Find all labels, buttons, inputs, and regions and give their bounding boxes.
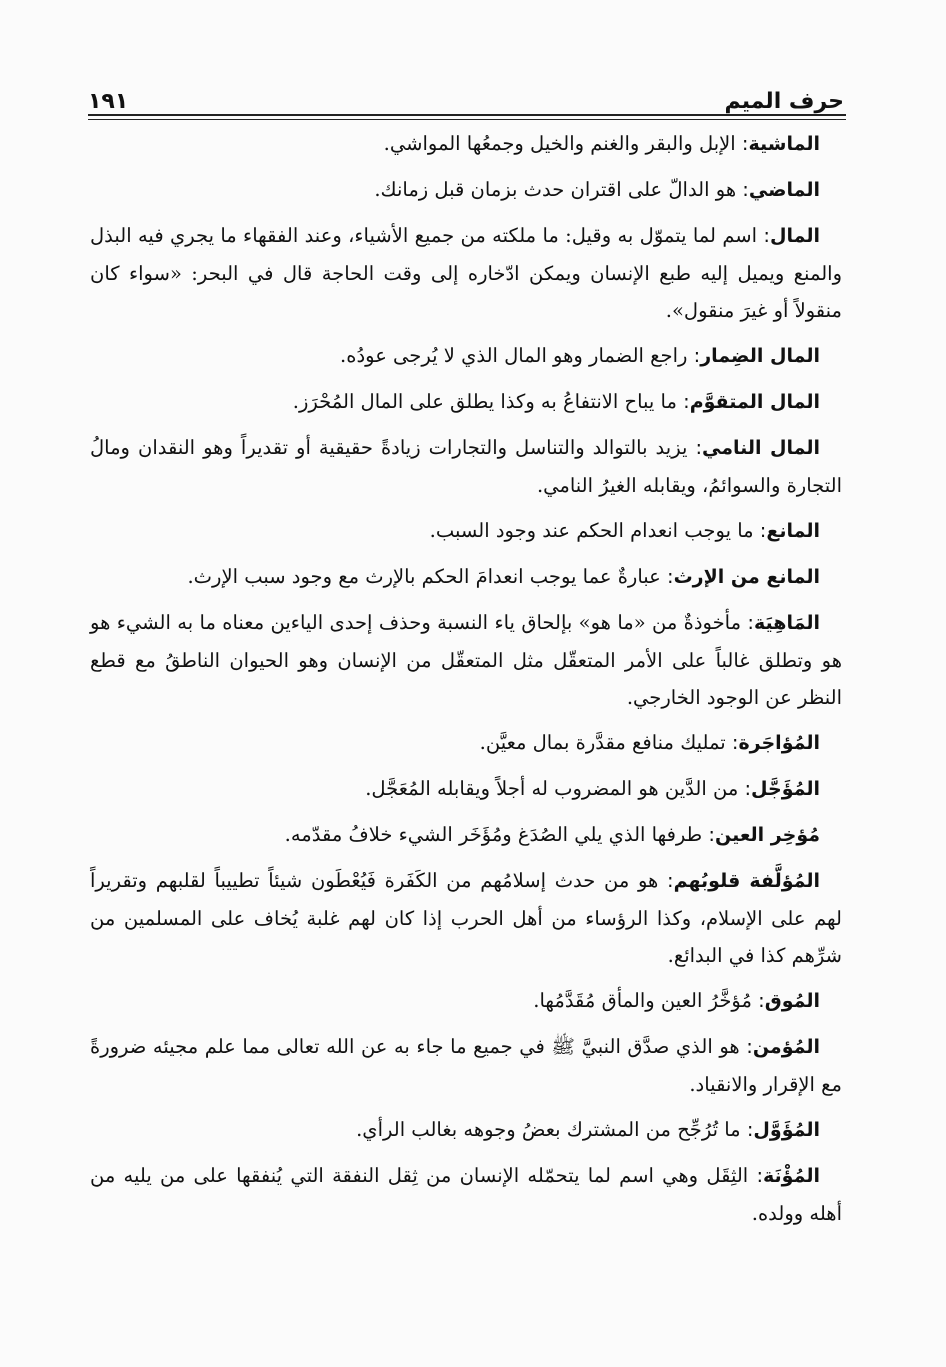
entry-al-madi: الماضي: هو الدالّ على اقتران حدث بزمان قبل زمانك. xyxy=(374,178,820,201)
entry-definition: ما يوجب انعدام الحكم عند وجود السبب. xyxy=(429,519,754,542)
entry-definition: ما تُرُجِّح من المشترك بعضُ وجوهه بغالب الرأي. xyxy=(356,1118,741,1141)
entry-term: المال المتقوَّم xyxy=(689,391,820,413)
entry-al-muajjal: المُؤَجَّل: من الدَّين هو المضروب له أجلاً ويقابله المُعَجَّل. xyxy=(365,777,820,800)
entry-al-mal: المال: اسم لما يتموّل به وقيل: ما ملكته من جميع الأشياء، وعند الفقهاء ما يجري فيه البذل والمنع ويميل إليه طبع الإنسان ويمكن ادّخاره إلى وقت الحاجة قال في البحر: «سواء كان منقولاً أو غيرَ منقول». xyxy=(90,224,842,322)
entry-term: المال xyxy=(769,225,820,247)
entry-definition: الإبل والبقر والغنم والخيل وجمعُها المواشي. xyxy=(383,132,736,155)
entry-muakhir-al-ayn: مُؤخِر العين: طرفها الذي يلي الصُدَغ ومُؤَخَر الشيء خلافُ مقدّمه. xyxy=(284,823,820,846)
entry-term: المال الضِمار xyxy=(700,345,820,367)
entry-term: المُؤلَّفة قلوبُهم xyxy=(673,870,820,892)
entry-term: المُؤَجَّل xyxy=(751,778,820,800)
entry-definition: تمليك منافع مقدَّرة بمال معيَّن. xyxy=(479,731,726,754)
entry-term: المُؤمن xyxy=(752,1036,820,1058)
entry-al-muallafa-qulubuhum: المُؤلَّفة قلوبُهم: هو من حدث إسلامُهم من الكَفَرة فَيُعْطَون شيئاً تطييباً لقلبهم وتقريراً لهم على الإسلام، وكذا الرؤساء من أهل الحرب إذا كان لهم غلبة يُخاف على المسلمين من شرِّهم كذا في البدائع. xyxy=(90,869,842,967)
page-number: ١٩١ xyxy=(88,89,129,114)
entry-term: المُؤْنَة xyxy=(763,1165,820,1187)
entry-term: مُؤخِر العين xyxy=(714,824,820,846)
entry-al-muajara: المُؤاجَرة: تمليك منافع مقدَّرة بمال معيَّن. xyxy=(479,731,820,754)
entry-al-muna: المُؤْنَة: الثِقَل وهي اسم لما يتحمّله الإنسان من ثِقل النفقة التي يُنفقها على من يليه من أهله وولده. xyxy=(90,1164,842,1225)
entry-definition: هو الدالّ على اقتران حدث بزمان قبل زمانك. xyxy=(374,178,737,201)
entry-definition: هو من حدث إسلامُهم من الكَفَرة فَيُعْطَون شيئاً تطييباً لقلبهم وتقريراً لهم على الإسلام، وكذا الرؤساء من أهل الحرب إذا كان لهم غلبة يُخاف على المسلمين من شرِّهم كذا في البدائع. xyxy=(90,869,842,967)
entry-term: المُوق xyxy=(764,990,820,1012)
entry-definition: من الدَّين هو المضروب له أجلاً ويقابله المُعَجَّل. xyxy=(365,777,739,800)
entry-definition: مأخوذةٌ من «ما هو» بإلحاق ياء النسبة وحذف إحدى الياءين معناه ما به الشيء هو هو وتطلق غالباً على الأمر المتعقّل مثل المتعقّل من الإنسان وهو الحيوان الناطقُ مع قطع النظر عن الوجود الخارجي. xyxy=(90,611,842,709)
entry-al-mahiya: المَاهِيَة: مأخوذةٌ من «ما هو» بإلحاق ياء النسبة وحذف إحدى الياءين معناه ما به الشيء هو هو وتطلق غالباً على الأمر المتعقّل مثل المتعقّل من الإنسان وهو الحيوان الناطقُ مع قطع النظر عن الوجود الخارجي. xyxy=(90,611,842,709)
chapter-title: حرف الميم xyxy=(724,89,844,114)
entry-al-mani: المانع: ما يوجب انعدام الحكم عند وجود السبب. xyxy=(429,519,820,542)
entry-al-muawwal: المُؤَوَّل: ما تُرُجِّح من المشترك بعضُ وجوهه بغالب الرأي. xyxy=(356,1118,820,1141)
entry-al-mal-al-mutaqawwam: المال المتقوَّم: ما يباح الانتفاعُ به وكذا يطلق على المال المُحْرَز. xyxy=(292,390,820,413)
entry-definition: اسم لما يتموّل به وقيل: ما ملكته من جميع الأشياء، وعند الفقهاء ما يجري فيه البذل والمنع ويميل إليه طبع الإنسان ويمكن ادّخاره إلى وقت الحاجة قال في البحر: «سواء كان منقولاً أو غيرَ منقول». xyxy=(90,224,842,322)
entry-definition: مُؤخَّرُ العين والمأق مُقَدَّمُها. xyxy=(533,989,752,1012)
entry-al-mal-al-nami: المال النامي: يزيد بالتوالد والتناسل والتجارات زيادةً حقيقية أو تقديراً وهو النقدان ومالُ التجارة والسوائمُ، ويقابله الغيرُ النامي. xyxy=(90,436,842,497)
page-header xyxy=(88,60,844,114)
entry-term: المَاهِيَة xyxy=(754,612,820,634)
entry-term: الماضي xyxy=(748,179,820,201)
entry-al-muq: المُوق: مُؤخَّرُ العين والمأق مُقَدَّمُها. xyxy=(533,989,820,1012)
header-rule-thin xyxy=(88,119,846,120)
header-rule xyxy=(88,114,846,116)
entry-term: المانع من الإرث xyxy=(673,566,820,588)
entry-definition: الثِقَل وهي اسم لما يتحمّله الإنسان من ثِقل النفقة التي يُنفقها على من يليه من أهله وولده. xyxy=(90,1164,842,1225)
entry-definition: راجع الضمار وهو المال الذي لا يُرجى عودُه. xyxy=(340,344,688,367)
entry-term: المال النامي xyxy=(702,437,820,459)
entry-definition: يزيد بالتوالد والتناسل والتجارات زيادةً حقيقية أو تقديراً وهو النقدان ومالُ التجارة والسوائمُ، ويقابله الغيرُ النامي. xyxy=(90,436,842,497)
entry-term: المانع xyxy=(766,520,820,542)
entry-al-mal-al-dimar: المال الضِمار: راجع الضمار وهو المال الذي لا يُرجى عودُه. xyxy=(340,344,820,367)
entry-al-mumin: المُؤمن: هو الذي صدَّق النبيَّ ﷺ في جميع ما جاء به عن الله تعالى مما علم مجيئه ضرورةً مع الإقرار والانقياد. xyxy=(90,1035,842,1096)
entry-al-mashiya: الماشية: الإبل والبقر والغنم والخيل وجمعُها المواشي. xyxy=(383,132,820,155)
glossary-entries xyxy=(90,125,842,1240)
entry-definition: ما يباح الانتفاعُ به وكذا يطلق على المال المُحْرَز. xyxy=(292,390,677,413)
entry-al-mani-min-al-irth: المانع من الإرث: عبارةٌ عما يوجب انعدامَ الحكم بالإرث مع وجود سبب الإرث. xyxy=(187,565,820,588)
entry-definition: عبارةٌ عما يوجب انعدامَ الحكم بالإرث مع وجود سبب الإرث. xyxy=(187,565,661,588)
entry-term: المُؤاجَرة xyxy=(738,732,820,754)
entry-definition: هو الذي صدَّق النبيَّ ﷺ في جميع ما جاء به عن الله تعالى مما علم مجيئه ضرورةً مع الإقرار والانقياد. xyxy=(90,1035,842,1096)
entry-term: الماشية xyxy=(748,133,820,155)
entry-definition: طرفها الذي يلي الصُدَغ ومُؤَخَر الشيء خلافُ مقدّمه. xyxy=(284,823,703,846)
entry-term: المُؤَوَّل xyxy=(753,1119,820,1141)
